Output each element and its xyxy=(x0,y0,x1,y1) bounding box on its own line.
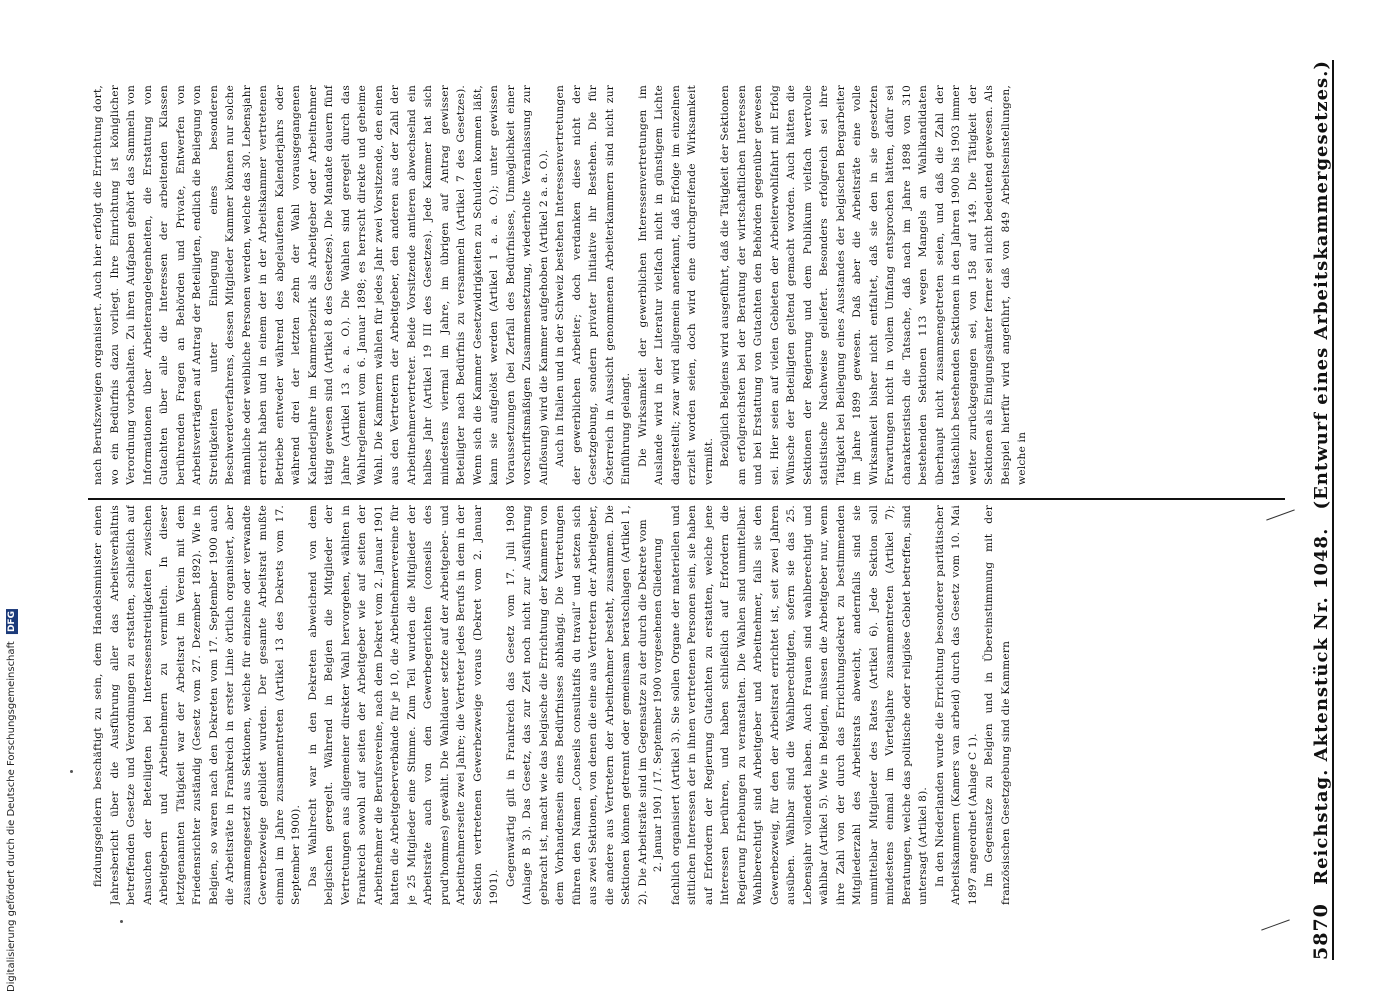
page-header xyxy=(1298,60,1334,960)
paragraph: Gegenwärtig gilt in Frankreich das Gesetz vom 17. Juli 1908 (Anlage B 3). Das Gesetz, das zur Zeit noch nicht zur Ausführung gebracht ist, macht wie das belgische die Errichtung der Kammern von dem Vorhandensein eines Bedürfnisses abhängig. Die Vertretungen führen den Namen „Conseils consultatifs du travail“ und setzen sich aus zwei Sektionen, von denen die eine aus Vertretern der Arbeitgeber, die andere aus Vertretern der Arbeitnehmer besteht, zusammen. Die Sektionen können getrennt oder gemeinsam beratschlagen (Artikel 1, 2). Die Arbeitsräte sind im Gegensatze zu der durch die Dekrete vom xyxy=(504,505,649,905)
page-title: Reichstag. Aktenstück Nr. 1048. xyxy=(1311,527,1332,885)
margin-mark xyxy=(1261,919,1290,930)
dfg-logo: DFG xyxy=(7,610,17,632)
paragraph: In den Niederlanden wurde die Errichtung besonderer paritätischer Arbeitskammern (Kamers van arbeid) durch das Gesetz vom 10. Mai 1897 angeordnet (Anlage C 1). xyxy=(933,505,979,905)
page-subtitle: (Entwurf eines Arbeitskammergesetzes.) xyxy=(1311,60,1332,510)
paragraph: Im Gegensatze zu Belgien und in Übereinstimmung mit der französischen Gesetzgebung sind die Kammern xyxy=(983,505,1012,905)
paragraph: Bezüglich Belgiens wird ausgeführt, daß die Tätigkeit der Sektionen am erfolgreichsten bei der Beratung der wirtschaftlichen Interessen und bei Erstattung von Gutachten den Behörden gegenüber gewesen sei. Hier seien auf vielen Gebieten der Arbeiterwohlfahrt mit Erfolg Wünsche der Beteiligten geltend gemacht worden. Auch hätten die Sektionen der Regierung und dem Publikum vielfach wertvolle statistische Nachweise geliefert. Besonders erfolgreich sei ihre Tätigkeit bei Beilegung eines Ausstandes der belgischen Bergarbeiter im Jahre 1899 gewesen. Daß aber die Arbeitsräte eine volle Wirksamkeit bisher nicht entfaltet, daß sie den in sie gesetzten Erwartungen nicht in vollem Umfang entsprochen hätten, dafür sei charakteristisch die Tatsache, daß nach im Jahre 1898 von 310 bestehenden Sektionen 113 wegen Mangels an Wahlkandidaten überhaupt nicht zusammengetreten seien, und daß die Zahl der tatsächlich bestehenden Sektionen in den Jahren 1900 bis 1903 immer weiter zurückgegangen sei, von 158 auf 149. Die Tätigkeit der Sektionen als Einigungsämter ferner sei nicht bedeutend gewesen. Als Beispiel hierfür wird angeführt, daß von 849 Arbeitseinstellungen, welche in xyxy=(719,85,1028,485)
paragraph: fachlich organisiert (Artikel 3). Sie sollen Organe der materiellen und sittlichen Interessen der in ihnen vertretenen Personen sein, sie haben auf Erfordern der Regierung Gutachten zu erstatten, welche jene Interessen berühren, und haben schließlich auf Erfordern die Regierung Erhebungen zu veranstalten. Die Wahlen sind unmittelbar. Wahlberechtigt sind Arbeitgeber und Arbeitnehmer, falls sie den Gewerbezweig, für den der Arbeitsrat errichtet ist, seit zwei Jahren ausüben. Wählbar sind die Wahlberechtigten, sofern sie das 25. Lebensjahr vollendet haben. Auch Frauen sind wahlberechtigt und wählbar (Artikel 5). Wie in Belgien, müssen die Arbeitgeber nur, wenn ihre Zahl von der durch das Errichtungsdekret zu bestimmenden Mitgliederzahl des Arbeitsrats abweicht, andernfalls sind sie unmittelbar Mitglieder des Rates (Artikel 6). Jede Sektion soll mindestens einmal im Vierteljahre zusammentreten (Artikel 7); Beratungen, welche das politische oder religiöse Gebiet betreffen, sind untersagt (Artikel 8). xyxy=(669,505,929,905)
digitization-text: Digitalisierung gefördert durch die Deutsche Forschungsgemeinschaft xyxy=(6,641,17,992)
paragraph: Die Wirksamkeit der gewerblichen Interessenvertretungen im Auslande wird in der Literatur vielfach nicht in günstigem Lichte dargestellt; zwar wird allgemein anerkannt, daß Erfolge im einzelnen erzielt worden seien, doch wird eine durchgreifende Wirksamkeit vermißt. xyxy=(636,85,715,485)
paragraph: fizdungsgeldern beschäftigt zu sein, dem Handelsminister einen Jahresbericht über die Ausführung aller das Arbeitsverhältnis betreffenden Gesetze und Verordnungen zu erstatten, schließlich auf Ansuchen der Beteiligten bei Interessenstreitigkeiten zwischen Arbeitgebern und Arbeitnehmern zu vermitteln. In dieser letztgenannten Tätigkeit war der Arbeitsrat im Verein mit dem Friedensrichter zuständig (Gesetz vom 27. Dezember 1892). Wie in Belgien, so waren nach den Dekreten vom 17. September 1900 auch die Arbeitsräte in Frankreich in erster Linie örtlich organisiert, aber zusammengesetzt aus Sektionen, welche für einzelne oder verwandte Gewerbezweige gebildet wurden. Der gesamte Arbeitsrat mußte einmal im Jahre zusammentreten (Artikel 13 des Dekrets vom 17. September 1900). xyxy=(92,505,302,905)
left-column xyxy=(90,505,1283,905)
scan-speck xyxy=(120,920,123,923)
date-fraction: 2. Januar 1901 / 17. September 1900 vorgesehenen Gliederung xyxy=(653,538,664,872)
right-column xyxy=(90,85,1283,485)
digitization-note xyxy=(6,609,18,992)
paragraph: nach Berufszweigen organisiert. Auch hier erfolgt die Errichtung dort, wo ein Bedürfnis dazu vorliegt. Ihre Einrichtung ist königlicher Verordnung vorbehalten. Zu ihren Aufgaben gehört das Sammeln von Informationen über Arbeiterangelegenheiten, die Erstattung von Gutachten über alle die Interessen der arbeitenden Klassen berührenden Fragen an Behörden und Private, Entwerfen von Arbeitsverträgen auf Antrag der Beteiligten, endlich die Beilegung von Streitigkeiten unter Einlegung eines besonderen Beschwerdeverfahrens, dessen Mitglieder Kammer können nur solche männliche oder weibliche Personen werden, welche das 30. Lebensjahr erreicht haben und in einem der in der Arbeitskammer vertretenen Betriebe entweder während des abgelaufenen Kalenderjahrs oder während drei der letzten zehn der Wahl vorausgegangenen Kalenderjahre im Kammerbezirk als Arbeitgeber oder Arbeitnehmer tätig gewesen sind (Artikel 8 des Gesetzes). Die Mandate dauern fünf Jahre (Artikel 13 a. a. O.). Die Wahlen sind geregelt durch das Wahlreglement vom 6. Januar 1898; es herrscht direkte und geheime Wahl. Die Kammern wählen für jedes Jahr zwei Vorsitzende, den einen aus den Vertretern der Arbeitgeber, den anderen aus der Zahl der Arbeitnehmervertreter. Beide Vorsitzende amtieren abwechselnd ein halbes Jahr (Artikel 19 III des Gesetzes). Jede Kammer hat sich mindestens viermal im Jahre, im übrigen auf Antrag gewisser Beteiligter nach Bedürfnis zu versammeln (Artikel 7 des Gesetzes). Wenn sich die Kammer Gesetzwidrigkeiten zu Schulden kommen läßt, kann sie aufgelöst werden (Artikel 1 a. a. O.); unter gewissen Voraussetzungen (bei Zerfall des Bedürfnisses, Unmöglichkeit einer vorschriftsmäßigen Zusammensetzung, wiederholte Veranlassung zur Auflösung) wird die Kammer aufgehoben (Artikel 2 a. a. O.). xyxy=(92,85,550,485)
page-number: 5870 xyxy=(1310,903,1332,960)
column-divider xyxy=(88,498,1285,500)
paragraph: Das Wahlrecht war in den Dekreten abweichend von dem belgischen geregelt. Während in Belgien die Mitglieder der Vertretungen aus allgemeiner direkter Wahl hervorgehen, wählten in Frankreich sowohl auf seiten der Arbeitgeber wie auf seiten der Arbeitnehmer die Berufsvereine, nach dem Dekret vom 2. Januar 1901 hatten die Arbeitgeberverbände für je 10, die Arbeitnehmervereine für je 25 Mitglieder eine Stimme. Zum Teil wurden die Mitglieder der Arbeitsräte auch von den Gewerbegerichten (conseils des prud'hommes) gewählt. Die Wahldauer setzte auf der Arbeitgeber- und Arbeitnehmerseite zwei Jahre; die Vertreter jedes Berufs in dem in der Sektion vertretenen Gewerbezweige voraus (Dekret vom 2. Januar 1901). xyxy=(306,505,500,905)
scan-speck xyxy=(70,770,73,773)
paragraph: Auch in Italien und in der Schweiz bestehen Interessenvertretungen der gewerblichen Arbeiter; doch verdanken diese nicht der Gesetzgebung, sondern privater Initiative ihr Bestehen. Die für Österreich in Aussicht genommenen Arbeiterkammern sind nicht zur Einführung gelangt. xyxy=(554,85,632,485)
